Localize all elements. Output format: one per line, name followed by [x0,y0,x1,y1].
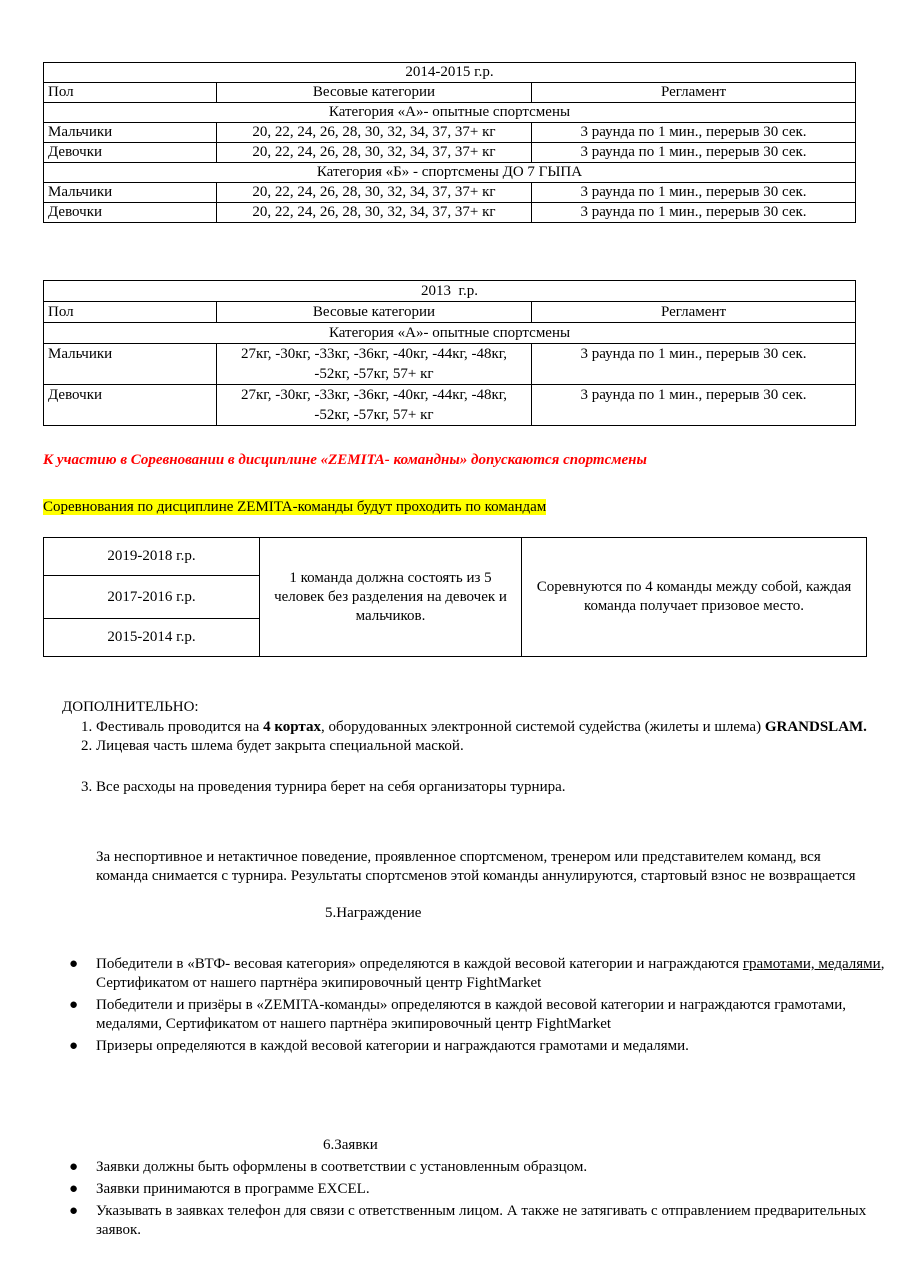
extra-title: ДОПОЛНИТЕЛЬНО: [62,699,199,715]
weights-cell: 20, 22, 24, 26, 28, 30, 32, 34, 37, 37+ кг [217,203,532,223]
header-weights: Весовые категории [217,302,532,323]
bullet-icon: ● [69,997,79,1013]
table-title: 2013 г.р. [44,281,856,302]
rules-cell: 3 раунда по 1 мин., перерыв 30 сек. [532,385,856,426]
table-row [44,385,856,426]
header-rules: Регламент [532,302,856,323]
team-highlight-line [43,498,546,516]
group-label: Категория «А»- опытные спортсмены [44,103,856,123]
year-cell: 2015-2014 г.р. [44,619,260,657]
weights-cell: 20, 22, 24, 26, 28, 30, 32, 34, 37, 37+ кг [217,123,532,143]
header-rules: Регламент [532,83,856,103]
group-label: Категория «Б» - спортсмены ДО 7 ГЫПА [44,163,856,183]
table-row [44,143,856,163]
team-table [43,537,867,657]
list-item: ● Победители в «ВТФ- весовая категория» определяются в каждой весовой категории и награждаются грамотами, медалями, Сертификатом от нашего партнёра экипировочный центр FightMarket [69,956,885,991]
group-label: Категория «А»- опытные спортсмены [44,323,856,344]
group-row [44,323,856,344]
bullet-icon: ● [69,1203,79,1219]
applications-list [62,1158,886,1243]
bullet-icon: ● [69,1159,79,1175]
composition-cell: 1 команда должна состоять из 5 человек без разделения на девочек и мальчиков. [260,538,522,657]
header-gender: Пол [44,83,217,103]
rules-cell: 3 раунда по 1 мин., перерыв 30 сек. [532,183,856,203]
bullet-icon: ● [69,1181,79,1197]
rules-cell: 3 раунда по 1 мин., перерыв 30 сек. [532,203,856,223]
year-cell: 2019-2018 г.р. [44,538,260,576]
table-row [44,344,856,385]
list-item: 1. Фестиваль проводится на 4 кортах, оборудованных электронной системой судейства (жилеты и шлема) GRANDSLAM. [96,718,876,737]
table-header-row [44,83,856,103]
gender-cell: Мальчики [44,344,217,385]
extra-list [62,718,876,797]
group-row [44,163,856,183]
table-row [44,123,856,143]
awards-list [62,955,886,1059]
list-item: ● Призеры определяются в каждой весовой категории и награждаются грамотами и медалями. [69,1038,689,1054]
table-row [44,538,867,576]
gender-cell: Девочки [44,385,217,426]
weights-cell: 20, 22, 24, 26, 28, 30, 32, 34, 37, 37+ кг [217,143,532,163]
table-title: 2014-2015 г.р. [44,63,856,83]
bullet-icon: ● [69,956,79,972]
group-row [44,103,856,123]
header-weights: Весовые категории [217,83,532,103]
gender-cell: Мальчики [44,183,217,203]
gender-cell: Девочки [44,143,217,163]
header-gender: Пол [44,302,217,323]
weights-cell: 27кг, -30кг, -33кг, -36кг, -40кг, -44кг, -48кг, -52кг, -57кг, 57+ кг [217,385,532,426]
rules-cell: 3 раунда по 1 мин., перерыв 30 сек. [532,143,856,163]
list-item: ● Указывать в заявках телефон для связи с ответственным лицом. А также не затягивать с отправлением предварительных заявок. [69,1203,867,1238]
weights-cell: 20, 22, 24, 26, 28, 30, 32, 34, 37, 37+ кг [217,183,532,203]
awards-title: 5.Награждение [325,905,422,921]
table-title-row [44,63,856,83]
gender-cell: Мальчики [44,123,217,143]
highlighted-text: Соревнования по дисциплине ZEMITA-команды будут проходить по командам [43,499,547,515]
table-2014-2015 [43,62,856,223]
table-row [44,203,856,223]
list-item: 3. Все расходы на проведения турнира берет на себя организаторы турнира. [96,778,876,797]
weights-cell: 27кг, -30кг, -33кг, -36кг, -40кг, -44кг, -48кг, -52кг, -57кг, 57+ кг [217,344,532,385]
bullet-icon: ● [69,1038,79,1054]
conduct-paragraph: За неспортивное и нетактичное поведение, проявленное спортсменом, тренером или представителем команд, вся команда снимается с турнира. Результаты спортсменов этой команды аннулируются, стартовый взнос не возвращается [96,849,856,884]
list-item: ● Заявки принимаются в программе EXCEL. [69,1181,370,1197]
list-item: ● Победители и призёры в «ZEMITA-команды» определяются в каждой весовой категории и награждаются грамотами, медалями, Сертификатом от нашего партнёра экипировочный центр FightMarket [69,997,847,1032]
table-2013 [43,280,856,426]
rules-cell: 3 раунда по 1 мин., перерыв 30 сек. [532,344,856,385]
table-header-row [44,302,856,323]
list-item: 2. Лицевая часть шлема будет закрыта специальной маской. [96,737,876,756]
applications-title: 6.Заявки [323,1137,378,1153]
rules-cell: 3 раунда по 1 мин., перерыв 30 сек. [532,123,856,143]
list-item: ● Заявки должны быть оформлены в соответствии с установленным образцом. [69,1159,588,1175]
gender-cell: Девочки [44,203,217,223]
format-cell: Соревнуются по 4 команды между собой, каждая команда получает призовое место. [522,538,867,657]
table-row [44,183,856,203]
table-title-row [44,281,856,302]
team-admission-note: К участию в Соревновании в дисциплине «ZEMITA- командны» допускаются спортсмены [43,452,647,468]
year-cell: 2017-2016 г.р. [44,576,260,619]
